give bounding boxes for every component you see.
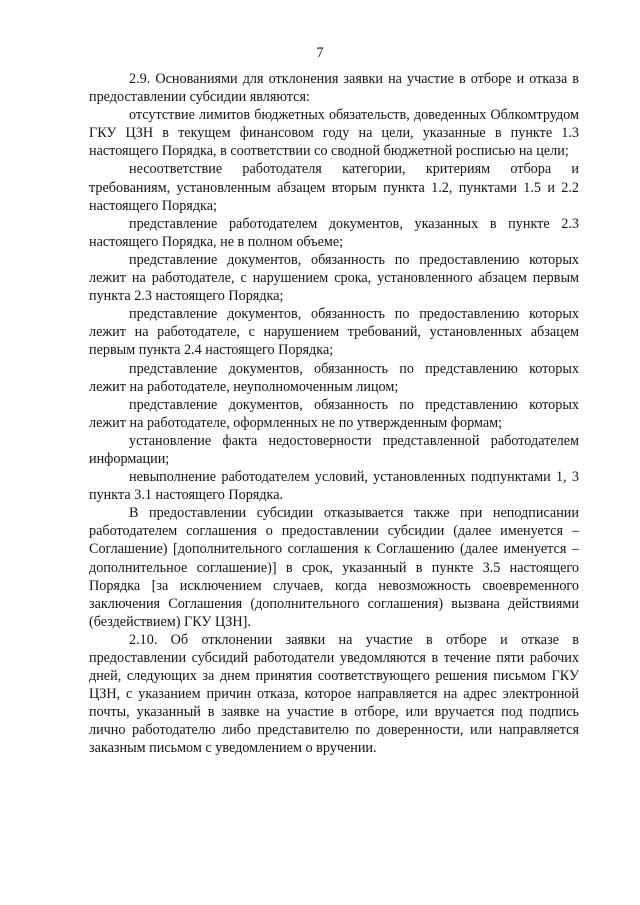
paragraph-wrong-forms: представление документов, обязанность по представлению которых лежит на работодателе, оформленных не по утвержденным формам; <box>89 396 579 431</box>
document-body <box>89 70 579 758</box>
paragraph-criteria-mismatch: несоответствие работодателя категории, критериям отбора и требованиям, установленным абзацем вторым пункта 1.2, пунктами 1.5 и 2.2 настоящего Порядка; <box>89 161 579 214</box>
page-number: 7 <box>316 45 324 61</box>
paragraph-2-10-notification: 2.10. Об отклонении заявки на участие в отборе и отказе в предоставлении субсидий работодатели уведомляются в течение пяти рабочих дней, следующих за днем принятия соответствующего решения письмом ГКУ ЦЗН, с указанием причин отказа, которое направляется на адрес электронной почты, указанный в заявке на участие в отборе, или вручается под подпись лично работодателю либо представителю по доверенности, или направляется заказным письмом с уведомлением о вручении. <box>89 631 579 757</box>
paragraph-unauthorized-person: представление документов, обязанность по представлению которых лежит на работодателе, неуполномоченным лицом; <box>89 360 579 395</box>
paragraph-agreement-not-signed: В предоставлении субсидии отказывается также при неподписании работодателем соглашения о предоставлении субсидии (далее именуется – Соглашение) [дополнительного соглашения к Соглашению (далее именуется – дополнительное соглашение)] в срок, указанный в пункте 3.5 настоящего Порядка [за исключением случаев, когда невозможность своевременного заключения Соглашения (дополнительного соглашения) вызвана действиями (бездействием) ГКУ ЦЗН]. <box>89 505 579 630</box>
paragraph-deadline-violation: представление документов, обязанность по предоставлению которых лежит на работодателе, с нарушением срока, установленного абзацем первым пункта 2.3 настоящего Порядка; <box>89 251 579 305</box>
paragraph-incomplete-documents: представление работодателем документов, указанных в пункте 2.3 настоящего Порядка, не в полном объеме; <box>89 215 579 250</box>
paragraph-requirements-violation: представление документов, обязанность по предоставлению которых лежит на работодателе, с нарушением требований, установленных абзацем первым пункта 2.4 настоящего Порядка; <box>89 306 579 359</box>
paragraph-2-9-intro: 2.9. Основаниями для отклонения заявки на участие в отборе и отказа в предоставлении субсидии являются: <box>89 71 579 106</box>
paragraph-no-budget-limits: отсутствие лимитов бюджетных обязательств, доведенных Облкомтрудом ГКУ ЦЗН в текущем финансовом году на цели, указанные в пункте 1.3 настоящего Порядка, в соответствии со сводной бюджетной росписью на цели; <box>89 107 579 160</box>
paragraph-conditions-not-met: невыполнение работодателем условий, установленных подпунктами 1, 3 пункта 3.1 настоящего Порядка. <box>89 469 579 504</box>
paragraph-false-information: установление факта недостоверности представленной работодателем информации; <box>89 432 579 467</box>
